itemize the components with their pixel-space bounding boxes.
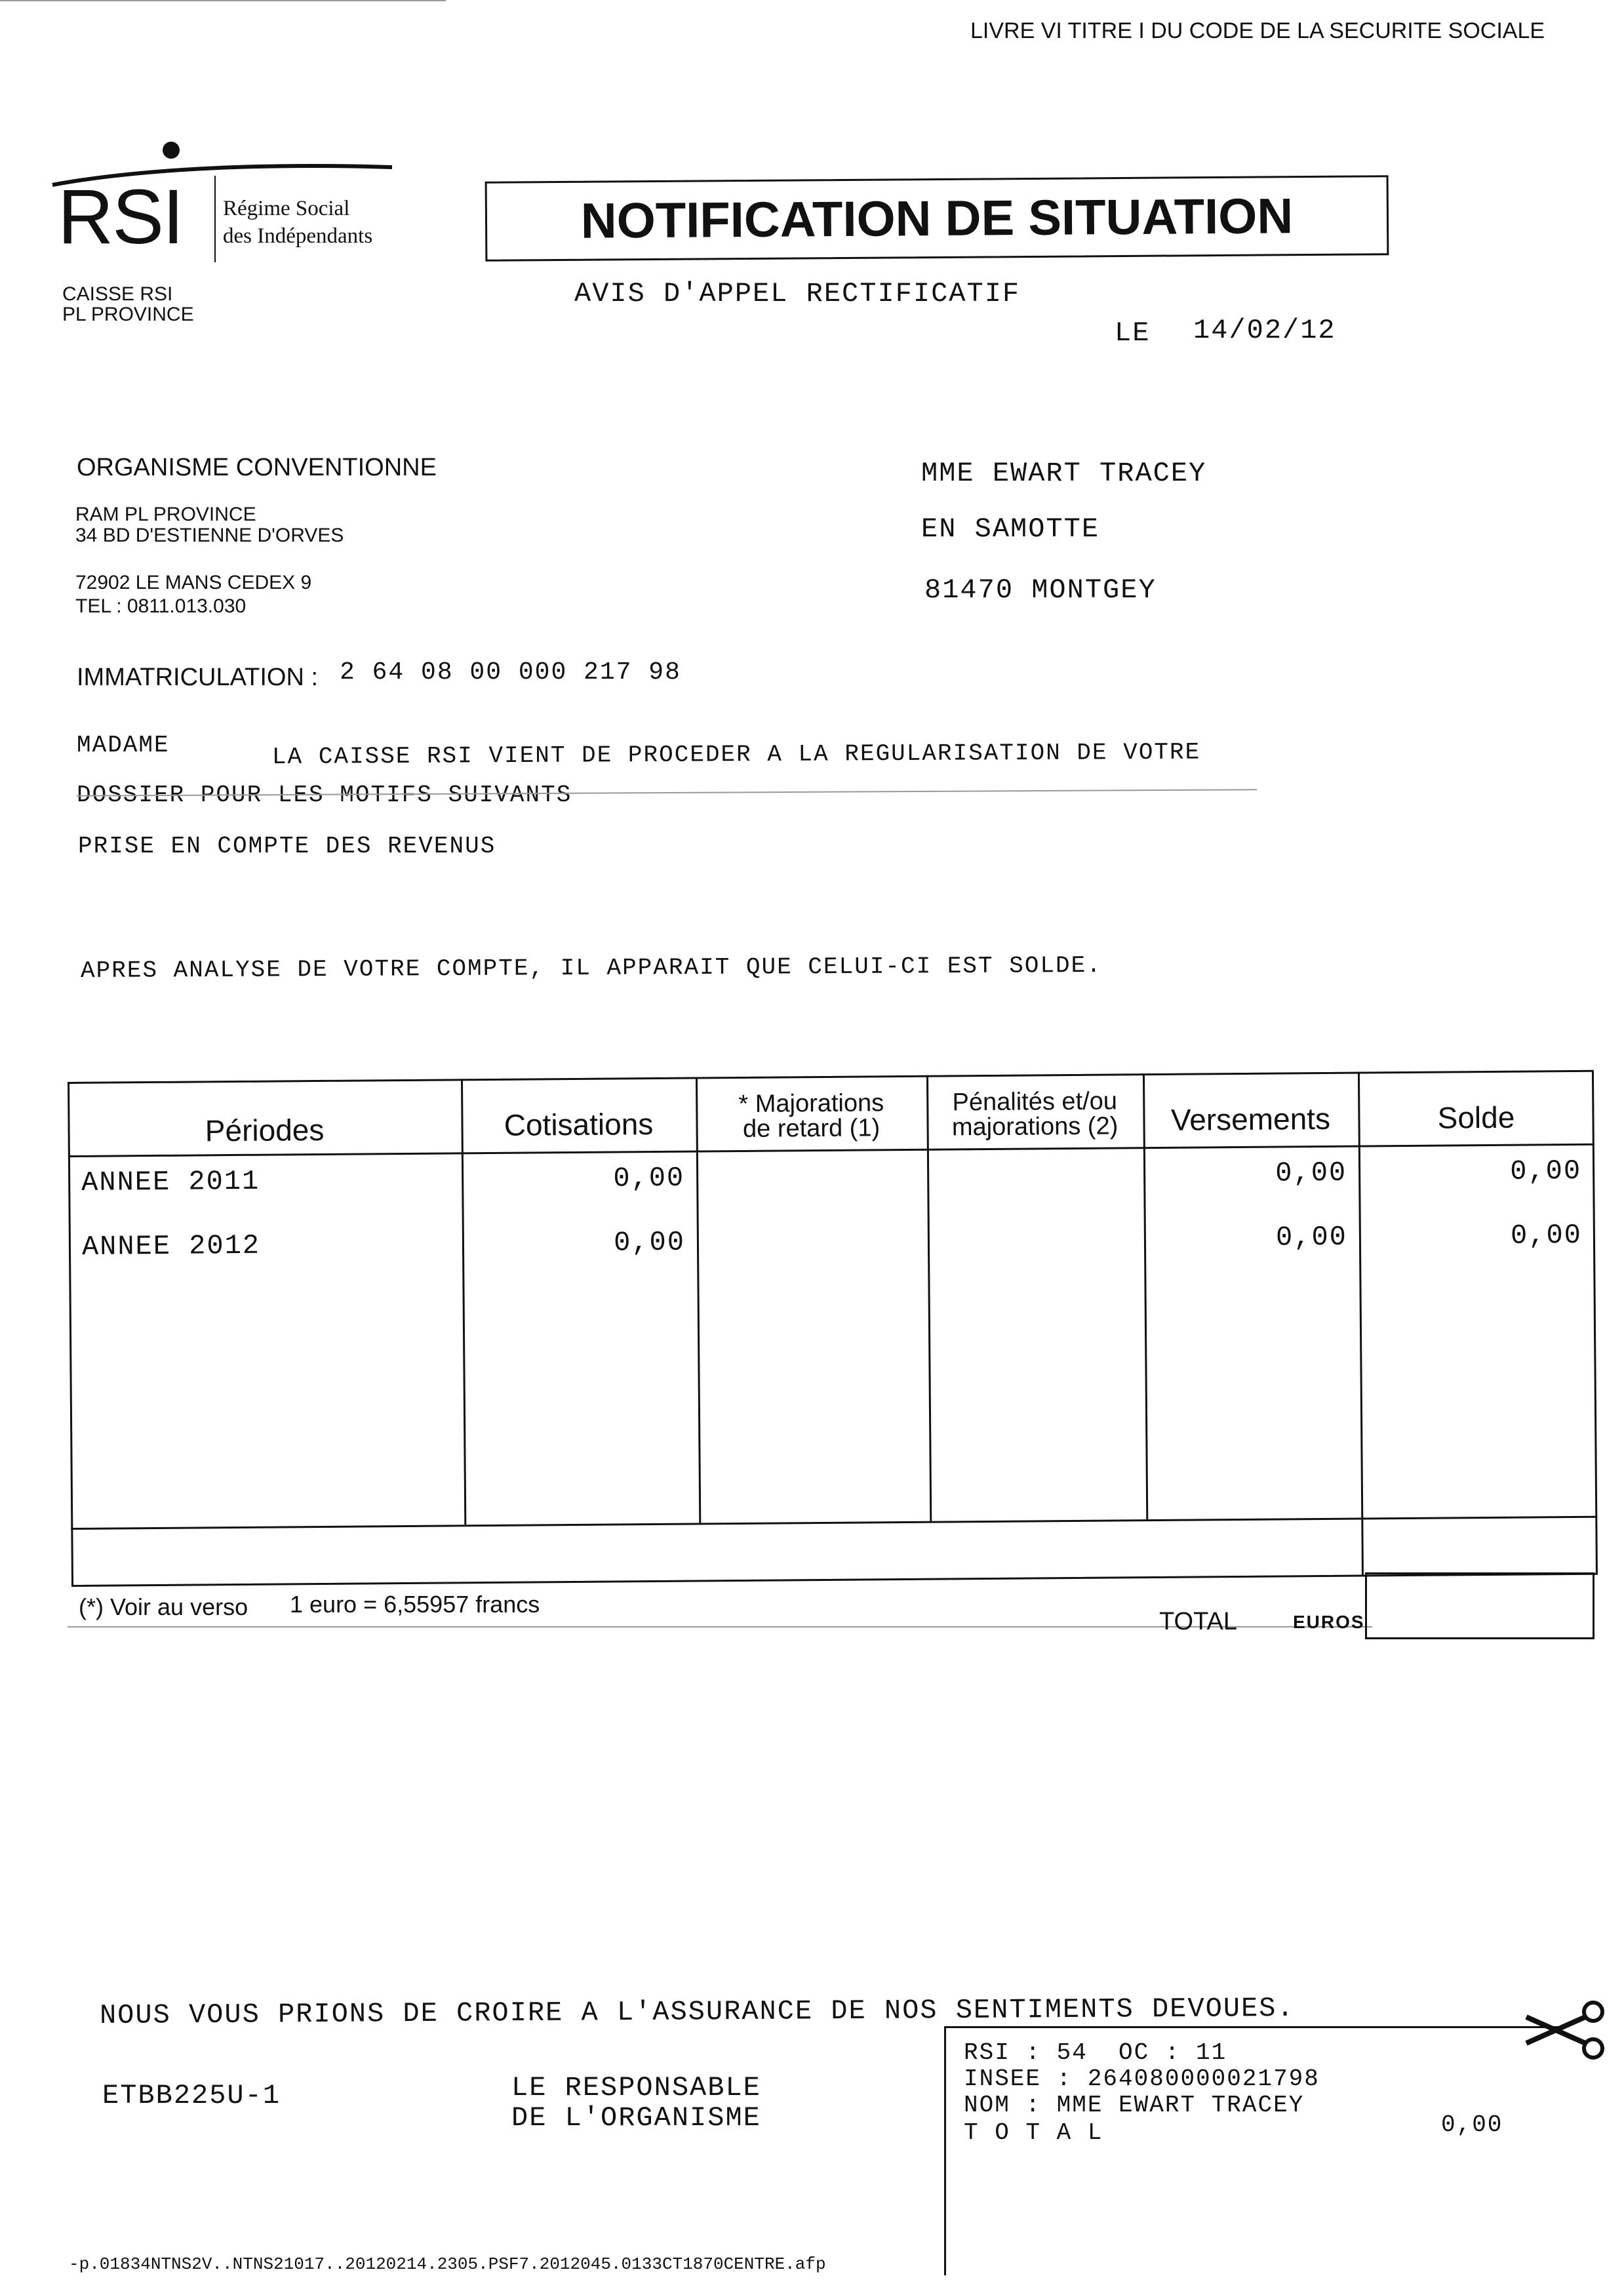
organisme-street: 34 BD D'ESTIENNE D'ORVES: [75, 525, 344, 546]
date-value: 14/02/12: [1193, 315, 1336, 346]
header-majorations-line1: * Majorations: [738, 1088, 884, 1118]
row-2011-versements: 0,00: [1275, 1157, 1347, 1189]
organisme-name: RAM PL PROVINCE: [75, 504, 256, 525]
header-cotisations: Cotisations: [504, 1106, 654, 1142]
logo-dot: [163, 142, 180, 159]
letter-line-2: DOSSIER POUR LES MOTIFS SUIVANTS: [77, 782, 572, 808]
motif: PRISE EN COMPTE DES REVENUS: [78, 833, 496, 860]
situation-table: [68, 1070, 1598, 1587]
scissors-icon: [1520, 1997, 1612, 2063]
header-penalites: [926, 1079, 1143, 1149]
immatriculation-label: IMMATRICULATION :: [77, 664, 319, 691]
stub-border: [944, 2026, 946, 2275]
header-majorations: [696, 1081, 927, 1151]
closing-formula: NOUS VOUS PRIONS DE CROIRE A L'ASSURANCE DE NOS SENTIMENTS DEVOUES.: [99, 1992, 1295, 2031]
caisse-name: CAISSE RSI: [62, 283, 173, 305]
salutation: MADAME: [77, 732, 170, 759]
row-2011-periode: ANNEE 2011: [81, 1165, 260, 1199]
total-label: TOTAL: [1159, 1608, 1237, 1635]
addressee-city: 81470 MONTGEY: [924, 574, 1157, 606]
row-2012-versements: 0,00: [1275, 1221, 1348, 1254]
logo-acronym: RSI: [58, 174, 183, 260]
logo-line-1: Régime Social: [223, 197, 350, 220]
stub-cut-line: [944, 2026, 1567, 2028]
signatory-line-2: DE L'ORGANISME: [511, 2102, 761, 2134]
legal-reference: LIVRE VI TITRE I DU CODE DE LA SECURITE SOCIALE: [970, 18, 1545, 43]
row-2011-cotisations: 0,00: [613, 1162, 685, 1195]
document-title: NOTIFICATION DE SITUATION: [580, 188, 1294, 249]
header-versements: Versements: [1170, 1101, 1331, 1137]
addressee-name: MME EWART TRACEY: [921, 458, 1207, 489]
currency-label: EUROS: [1293, 1612, 1365, 1632]
header-periodes: Périodes: [205, 1112, 325, 1148]
row-2012-periode: ANNEE 2012: [81, 1229, 261, 1263]
stub-nom: NOM : MME EWART TRACEY: [964, 2092, 1305, 2119]
stub-rsi-oc: RSI : 54 OC : 11: [964, 2039, 1227, 2066]
organisme-tel: TEL : 0811.013.030: [75, 595, 247, 617]
total-box: [1365, 1572, 1594, 1639]
stub-total-value: 0,00: [1441, 2111, 1503, 2138]
analyse-statement: APRES ANALYSE DE VOTRE COMPTE, IL APPARAIT QUE CELUI-CI EST SOLDE.: [80, 951, 1102, 984]
immatriculation-value: 2 64 08 00 000 217 98: [340, 658, 681, 687]
document-subtitle: AVIS D'APPEL RECTIFICATIF: [574, 278, 1021, 309]
row-2012-solde: 0,00: [1510, 1219, 1583, 1252]
header-penalites-line1: Pénalités et/ou: [952, 1087, 1118, 1116]
print-reference-code: -p.01834NTNS2V..NTNS21017..20120214.2305.PSF7.2012045.0133CT1870CENTRE.afp: [69, 2254, 826, 2274]
logo-line-2: des Indépendants: [223, 224, 373, 248]
date-label: LE: [1115, 317, 1151, 349]
header-solde: Solde: [1437, 1100, 1515, 1135]
caisse-region: PL PROVINCE: [62, 304, 194, 325]
organisme-city: 72902 LE MANS CEDEX 9: [75, 572, 312, 593]
row-2011-solde: 0,00: [1510, 1155, 1582, 1187]
stub-insee: INSEE : 264080000021798: [964, 2066, 1320, 2092]
euro-rate: 1 euro = 6,55957 francs: [290, 1591, 540, 1618]
addressee-line2: EN SAMOTTE: [921, 513, 1100, 545]
footnote-verso: (*) Voir au verso: [79, 1593, 248, 1620]
organisme-title: ORGANISME CONVENTIONNE: [77, 454, 437, 481]
letter-line-1: LA CAISSE RSI VIENT DE PROCEDER A LA REGULARISATION DE VOTRE: [271, 738, 1201, 770]
header-penalites-line2: majorations (2): [951, 1111, 1119, 1141]
signatory-line-1: LE RESPONSABLE: [511, 2072, 761, 2104]
stub-total-label: T O T A L: [964, 2119, 1103, 2146]
row-2012-cotisations: 0,00: [613, 1226, 686, 1259]
top-rule: [0, 0, 446, 1]
form-code: ETBB225U-1: [102, 2080, 281, 2111]
header-majorations-line2: de retard (1): [742, 1113, 881, 1143]
